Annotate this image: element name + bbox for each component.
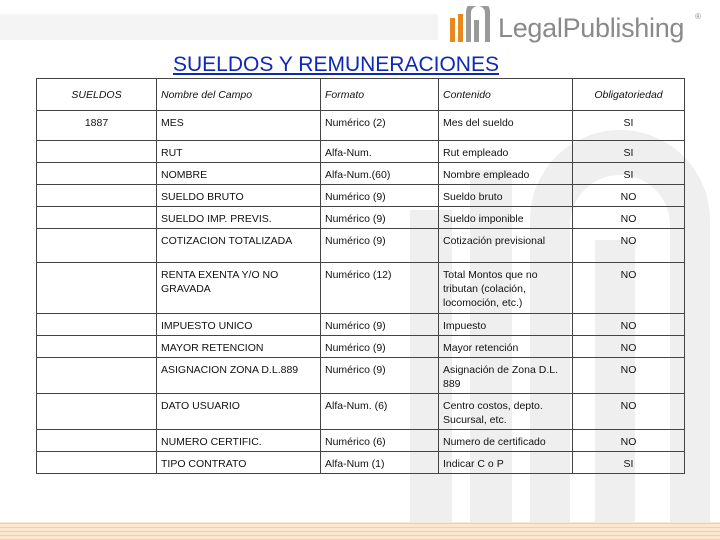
table-cell: SI (573, 452, 685, 474)
table-cell: Numero de certificado (439, 430, 573, 452)
table-cell: NO (573, 336, 685, 358)
legalpublishing-logo (448, 6, 716, 48)
table-row (37, 229, 685, 263)
table-row (37, 163, 685, 185)
table-cell: Impuesto (439, 314, 573, 336)
table-cell (37, 394, 157, 430)
column-header-contenido: Contenido (439, 79, 573, 111)
table-cell: Sueldo imponible (439, 207, 573, 229)
column-header-obligatoriedad: Obligatoriedad (573, 79, 685, 111)
table-row (37, 394, 685, 430)
table-row (37, 336, 685, 358)
table-cell: NO (573, 207, 685, 229)
page-title: SUELDOS Y REMUNERACIONES (173, 53, 499, 76)
table-cell: Alfa-Num. (6) (321, 394, 439, 430)
logo-wordmark: LegalPublishing (498, 13, 685, 43)
table-cell: Mes del sueldo (439, 111, 573, 141)
table-header-row (37, 79, 685, 111)
table-cell (37, 314, 157, 336)
table-cell: Numérico (9) (321, 229, 439, 263)
table-cell: Numérico (9) (321, 207, 439, 229)
table-cell (37, 452, 157, 474)
table-cell: Cotización previsional (439, 229, 573, 263)
table-row (37, 207, 685, 229)
table-cell: TIPO CONTRATO (157, 452, 321, 474)
table-cell: Numérico (9) (321, 358, 439, 394)
table-cell: RUT (157, 141, 321, 163)
table-cell: Numérico (2) (321, 111, 439, 141)
table-row (37, 452, 685, 474)
table-cell: COTIZACION TOTALIZADA (157, 229, 321, 263)
table-cell: NO (573, 314, 685, 336)
table-cell: Numérico (6) (321, 430, 439, 452)
table-cell: IMPUESTO UNICO (157, 314, 321, 336)
table-cell: NO (573, 229, 685, 263)
table-row (37, 430, 685, 452)
table-cell: NO (573, 185, 685, 207)
table-row (37, 263, 685, 314)
table-cell: NO (573, 358, 685, 394)
table-cell: NUMERO CERTIFIC. (157, 430, 321, 452)
table-cell: MAYOR RETENCION (157, 336, 321, 358)
table-cell: Numérico (12) (321, 263, 439, 314)
fields-table (36, 78, 685, 474)
table-cell (37, 336, 157, 358)
table-row (37, 314, 685, 336)
table-cell: SUELDO BRUTO (157, 185, 321, 207)
table-cell: SI (573, 111, 685, 141)
table-cell: RENTA EXENTA Y/O NO GRAVADA (157, 263, 321, 314)
table-cell: Numérico (9) (321, 185, 439, 207)
table-cell: SUELDO IMP. PREVIS. (157, 207, 321, 229)
table-cell: DATO USUARIO (157, 394, 321, 430)
column-header-nombre-campo: Nombre del Campo (157, 79, 321, 111)
table-cell: Nombre empleado (439, 163, 573, 185)
table-cell: Alfa-Num. (321, 141, 439, 163)
table-cell (37, 430, 157, 452)
table-cell: Asignación de Zona D.L. 889 (439, 358, 573, 394)
table-cell: Rut empleado (439, 141, 573, 163)
table-cell: Total Montos que no tributan (colación, locomoción, etc.) (439, 263, 573, 314)
table-cell (37, 207, 157, 229)
table-cell: Indicar C o P (439, 452, 573, 474)
table-cell: NO (573, 263, 685, 314)
table-row (37, 358, 685, 394)
column-header-sueldos: SUELDOS (37, 79, 157, 111)
table-cell: ASIGNACION ZONA D.L.889 (157, 358, 321, 394)
table-cell (37, 163, 157, 185)
table-cell: 1887 (37, 111, 157, 141)
header-bar (0, 14, 438, 40)
table-cell (37, 358, 157, 394)
registered-mark: ® (695, 12, 701, 21)
table-row (37, 111, 685, 141)
table-cell: SI (573, 163, 685, 185)
table-cell: Sueldo bruto (439, 185, 573, 207)
table-cell: Alfa-Num (1) (321, 452, 439, 474)
table-row (37, 185, 685, 207)
table-cell: Numérico (9) (321, 314, 439, 336)
table-cell: NOMBRE (157, 163, 321, 185)
table-cell: NO (573, 430, 685, 452)
footer-bar (0, 522, 720, 540)
table-row (37, 141, 685, 163)
table-cell (37, 263, 157, 314)
table-cell (37, 141, 157, 163)
table-cell: MES (157, 111, 321, 141)
table-cell: Alfa-Num.(60) (321, 163, 439, 185)
table-cell: SI (573, 141, 685, 163)
table-cell: Mayor retención (439, 336, 573, 358)
logo-mark-icon (448, 6, 496, 48)
table-cell: NO (573, 394, 685, 430)
table-cell: Numérico (9) (321, 336, 439, 358)
table-cell (37, 229, 157, 263)
column-header-formato: Formato (321, 79, 439, 111)
table-cell (37, 185, 157, 207)
table-cell: Centro costos, depto. Sucursal, etc. (439, 394, 573, 430)
